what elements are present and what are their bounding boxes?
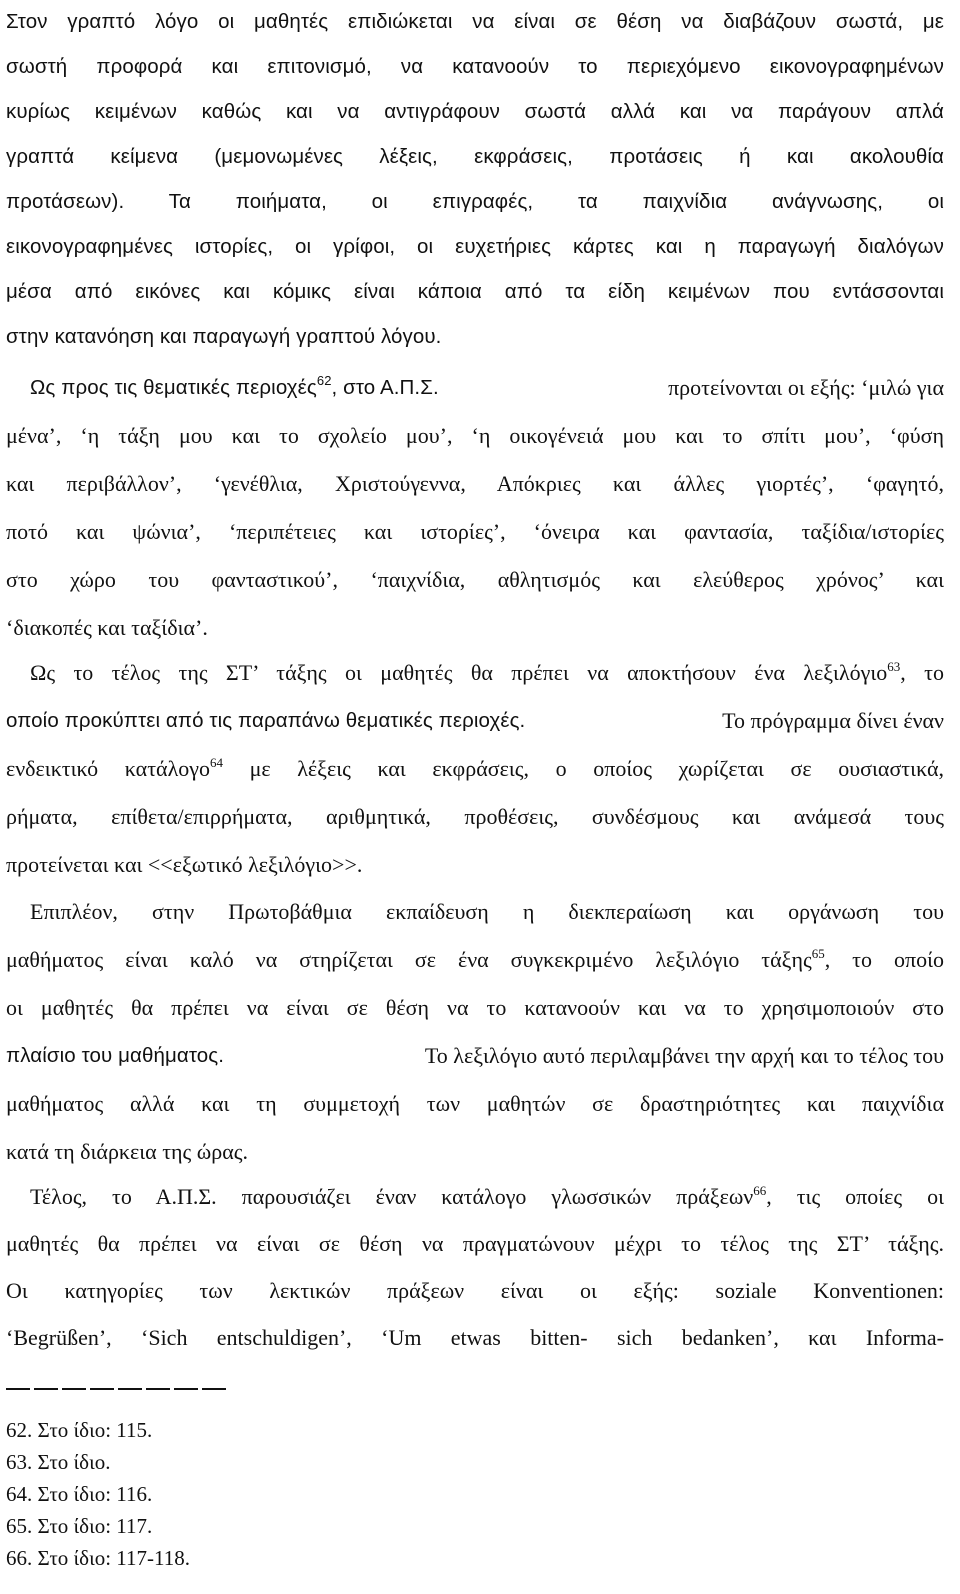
paragraph-line: μαθητές θα πρέπει να είναι σε θέση να πραγματώνουν μέχρι το τέλος της ΣΤ’ τάξης. [6, 1231, 944, 1256]
separator-segment [202, 1388, 226, 1390]
paragraph-line: Οι κατηγορίες των λεκτικών πράξεων είναι οι εξής: soziale Konventionen: [6, 1278, 944, 1303]
paragraph-line: εικονογραφημένες ιστορίες, οι γρίφοι, οι ευχετήριες κάρτες και η παραγωγή διαλόγων [6, 235, 944, 258]
separator-segment [118, 1388, 142, 1390]
paragraph-line: ενδεικτικό κατάλογο$^{64}$ με λέξεις και εκφράσεις, ο οποίος χωρίζεται σε ουσιαστικά, [6, 754, 944, 781]
paragraph-line: προτείνεται και <<εξωτικό λεξιλόγιο>>. [6, 852, 363, 877]
paragraph-line: κυρίως κειμένων καθώς και να αντιγράφουν σωστά αλλά και να παράγουν απλά [6, 100, 944, 123]
separator-segment [146, 1388, 170, 1390]
footnote-ref: 63 [887, 658, 901, 674]
footnote-ref: 64 [209, 754, 223, 770]
separator-segment [6, 1388, 30, 1390]
paragraph-line: μαθήματος είναι καλό να στηρίζεται σε ένα συγκεκριμένο λεξιλόγιο τάξης$^{65}$, το οποίο [6, 945, 944, 972]
paragraph-line: προτάσεων). Τα ποιήματα, οι επιγραφές, τα παιχνίδια ανάγνωσης, οι [6, 190, 944, 213]
paragraph-line: και περιβάλλον’, ‘γενέθλια, Χριστούγεννα, Απόκριες και άλλες γιορτές’, ‘φαγητό, [6, 471, 944, 496]
paragraph-line: Τέλος, το Α.Π.Σ. παρουσιάζει έναν κατάλογο γλωσσικών πράξεων$^{66}$, τις οποίες οι [30, 1182, 944, 1209]
paragraph-line: οποίο προκύπτει από τις παραπάνω θεματικές περιοχές. Το πρόγραμμα δίνει έναν [6, 708, 944, 733]
paragraph-line: ‘διακοπές και ταξίδια’. [6, 615, 208, 640]
separator-segment [62, 1388, 86, 1390]
paragraph-line: κατά τη διάρκεια της ώρας. [6, 1139, 248, 1164]
paragraph-line: στην κατανόηση και παραγωγή γραπτού λόγου. [6, 325, 442, 348]
footnote: 63. Στο ίδιο. [6, 1450, 111, 1474]
paragraph-line: γραπτά κείμενα (μεμονωμένες λέξεις, εκφράσεις, προτάσεις ή και ακολουθία [6, 145, 944, 168]
footnote-ref: 65 [811, 945, 825, 961]
paragraph-line: μέσα από εικόνες και κόμικς είναι κάποια από τα είδη κειμένων που εντάσσονται [6, 280, 944, 303]
paragraph-line: Ως το τέλος της ΣΤ’ τάξης οι μαθητές θα πρέπει να αποκτήσουν ένα λεξιλόγιο$^{63}$, το [30, 658, 944, 685]
footnote-ref: 66 [753, 1182, 767, 1198]
footnote: 62. Στο ίδιο: 115. [6, 1418, 153, 1442]
paragraph-line: στο χώρο του φανταστικού’, ‘παιχνίδια, αθλητισμός και ελεύθερος χρόνος’ και [6, 567, 944, 592]
footnote: 66. Στο ίδιο: 117-118. [6, 1546, 190, 1570]
separator-segment [34, 1388, 58, 1390]
footnote: 65. Στο ίδιο: 117. [6, 1514, 153, 1538]
separator-segment [90, 1388, 114, 1390]
paragraph-line: μένα’, ‘η τάξη μου και το σχολείο μου’, ‘η οικογένειά μου και το σπίτι μου’, ‘φύση [6, 423, 944, 448]
paragraph-line: Στον γραπτό λόγο οι μαθητές επιδιώκεται να είναι σε θέση να διαβάζουν σωστά, με [6, 10, 944, 33]
paragraph-line: Ως προς τις θεματικές περιοχές$^{62}$, στο Α.Π.Σ. προτείνονται οι εξής: ‘μιλώ για [30, 373, 944, 400]
paragraph-line: ρήματα, επίθετα/επιρρήματα, αριθμητικά, προθέσεις, συνδέσμους και ανάμεσά τους [6, 804, 944, 829]
paragraph-line: ποτό και ψώνια’, ‘περιπέτειες και ιστορίες’, ‘όνειρα και φαντασία, ταξίδια/ιστορίες [6, 519, 944, 544]
paragraph-line: ‘Begrüßen’, ‘Sich entschuldigen’, ‘Um etwas bitten- sich bedanken’, και Informa- [6, 1325, 944, 1350]
separator-segment [174, 1388, 198, 1390]
footnote: 64. Στο ίδιο: 116. [6, 1482, 153, 1506]
paragraph-line: Επιπλέον, στην Πρωτοβάθμια εκπαίδευση η διεκπεραίωση και οργάνωση του [30, 899, 944, 924]
paragraph-line: σωστή προφορά και επιτονισμό, να κατανοούν το περιεχόμενο εικονογραφημένων [6, 55, 944, 78]
footnote-ref: 62 [316, 373, 332, 389]
paragraph-line: οι μαθητές θα πρέπει να είναι σε θέση να το κατανοούν και να το χρησιμοποιούν στο [6, 995, 944, 1020]
paragraph-line: πλαίσιο του μαθήματος. Το λεξιλόγιο αυτό περιλαμβάνει την αρχή και το τέλος του [6, 1043, 944, 1068]
paragraph-line: μαθήματος αλλά και τη συμμετοχή των μαθητών σε δραστηριότητες και παιχνίδια [6, 1091, 944, 1116]
